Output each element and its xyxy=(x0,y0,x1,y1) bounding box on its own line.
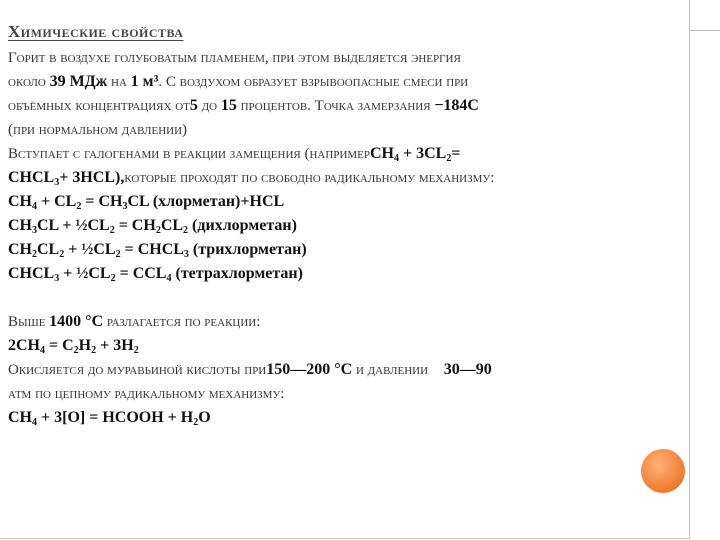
formula-part: + CL xyxy=(41,193,77,210)
reaction-line xyxy=(8,334,688,358)
formula-part: + ½CL xyxy=(63,265,111,282)
text-line: (при нормальном давлении) xyxy=(8,122,188,138)
subscript: 2 xyxy=(76,201,82,212)
formula-part: (трихлорметан) xyxy=(192,241,307,258)
formula-part: CH xyxy=(8,193,32,210)
text-line: атм по цепному радикальному механизму: xyxy=(8,386,285,402)
formula-part: CHCL xyxy=(8,265,55,282)
reaction-line xyxy=(8,262,688,286)
subscript: 4 xyxy=(32,417,37,428)
subscript: 2 xyxy=(133,345,139,356)
text-fragment: на xyxy=(111,74,127,90)
corner-decoration-h xyxy=(690,30,720,31)
value: 15 xyxy=(220,97,237,114)
subscript: 4 xyxy=(32,201,37,212)
slide-body xyxy=(8,46,688,430)
subscript: 2 xyxy=(59,249,65,260)
text-line xyxy=(8,94,688,118)
subscript: 2 xyxy=(91,345,97,356)
subscript: 3 xyxy=(54,273,60,284)
temperature-range: 150—200 °C xyxy=(266,361,353,378)
formula-part: CL (хлорметан)+HCL xyxy=(127,193,285,210)
formula-part: CH xyxy=(8,217,32,234)
formula-part: CHCL xyxy=(8,169,55,186)
freezing-point-value: −184С xyxy=(434,97,479,114)
formula-part: + 3H xyxy=(100,337,134,354)
formula-part: + 3CL xyxy=(403,145,447,162)
text-line xyxy=(8,70,688,94)
formula-part: O xyxy=(198,409,211,426)
subscript: 2 xyxy=(32,249,37,260)
text-fragment: Выше xyxy=(8,314,46,330)
subscript: 4 xyxy=(40,345,45,356)
formula-part: CH xyxy=(370,145,394,162)
corner-decoration xyxy=(689,0,690,30)
formula-part: = CHCL xyxy=(124,241,184,258)
subscript: 2 xyxy=(155,225,161,236)
subscript: 2 xyxy=(446,153,452,164)
formula-part: (тетрахлорметан) xyxy=(175,265,303,282)
reaction-line xyxy=(8,238,688,262)
formula xyxy=(370,145,460,162)
energy-value: 39 МДж xyxy=(49,73,108,90)
reaction-line xyxy=(8,190,688,214)
formula-part: + 3HCL), xyxy=(59,169,125,186)
formula-part: + ½CL xyxy=(68,241,116,258)
volume-value: 1 м³ xyxy=(130,73,159,90)
spacer xyxy=(8,286,688,310)
text-fragment: до xyxy=(201,98,218,114)
subscript: 3 xyxy=(32,225,37,236)
text-fragment: и давлении xyxy=(355,362,429,378)
subscript: 2 xyxy=(109,225,115,236)
formula-part: (дихлорметан) xyxy=(192,217,297,234)
reaction-line xyxy=(8,214,688,238)
formula-part: = C xyxy=(49,337,74,354)
subscript: 2 xyxy=(115,249,121,260)
subscript: 2 xyxy=(110,273,116,284)
subscript: 4 xyxy=(166,273,172,284)
text-fragment: объёмных концентрациях от xyxy=(8,98,190,114)
subscript: 3 xyxy=(183,249,189,260)
value: 5 xyxy=(189,97,198,114)
text-fragment: около xyxy=(8,74,46,90)
formula-part: CL xyxy=(160,217,184,234)
text-fragment: разлагается по реакции: xyxy=(106,314,261,330)
formula-part: = xyxy=(451,145,461,162)
formula-part: + 3[O] = HCOOH + H xyxy=(41,409,194,426)
subscript: 3 xyxy=(122,201,128,212)
text-line xyxy=(8,358,688,382)
text-fragment: Окисляется до муравьиной кислоты при xyxy=(8,362,267,378)
formula-part: CL + ½CL xyxy=(37,217,110,234)
orange-circle-decoration xyxy=(641,449,685,493)
text-fragment: . С воздухом образует взрывоопасные смеси при xyxy=(158,74,469,90)
reaction-line xyxy=(8,406,688,430)
text-fragment: Вступает с галогенами в реакции замещения (например xyxy=(8,146,370,162)
formula-part: = CH xyxy=(85,193,123,210)
formula xyxy=(8,169,124,186)
subscript: 2 xyxy=(193,417,199,428)
formula-part: 2CH xyxy=(8,337,40,354)
subscript: 2 xyxy=(73,345,79,356)
formula-part: CH xyxy=(8,409,32,426)
subscript: 4 xyxy=(394,153,399,164)
text-line: Горит в воздухе голубоватым пламенем, при этом выделяется энергия xyxy=(8,50,461,66)
formula-part: = CH xyxy=(118,217,156,234)
pressure-range: 30—90 xyxy=(443,361,492,378)
text-fragment: процентов. Точка замерзания xyxy=(240,98,431,114)
formula-part: H xyxy=(78,337,92,354)
formula-part: CH xyxy=(8,241,32,258)
text-line xyxy=(8,166,688,190)
slide-title: Химические свойства xyxy=(8,22,184,41)
formula-part: = CCL xyxy=(119,265,167,282)
temperature-value: 1400 °C xyxy=(49,313,104,330)
subscript: 3 xyxy=(54,177,60,188)
subscript: 2 xyxy=(183,225,189,236)
text-line xyxy=(8,310,688,334)
text-fragment: которые проходят по свободно радикальному механизму: xyxy=(124,170,495,186)
text-line xyxy=(8,142,688,166)
formula-part: CL xyxy=(37,241,60,258)
